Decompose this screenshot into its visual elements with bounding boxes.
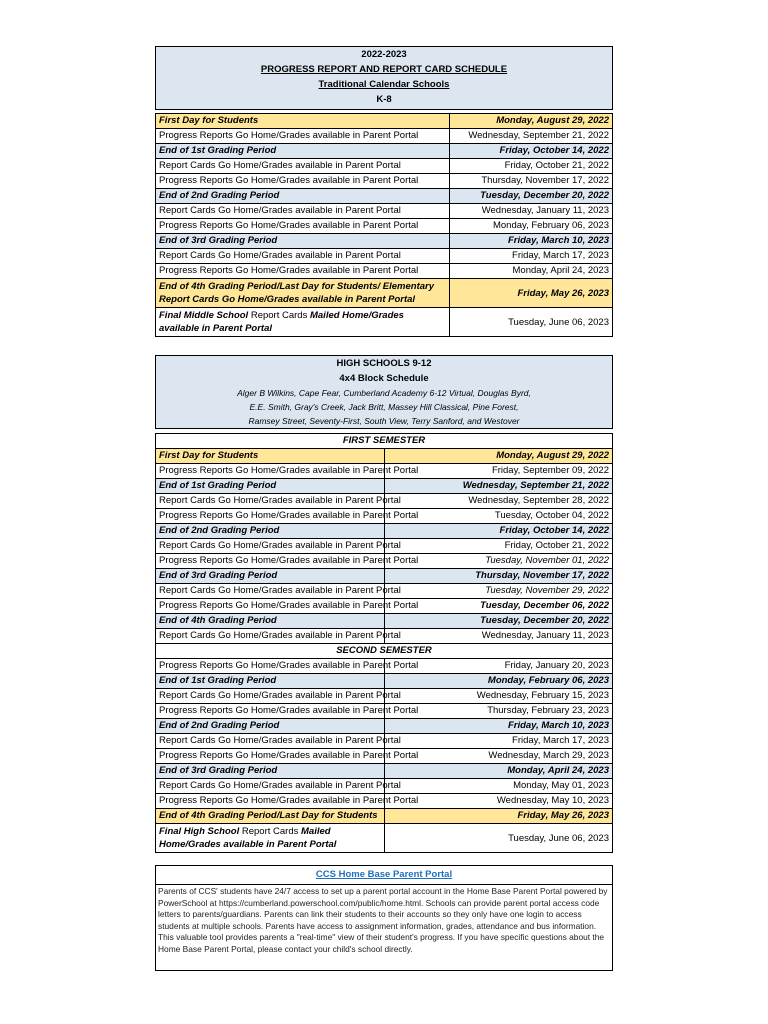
- row-label: Progress Reports Go Home/Grades available in Parent Portal: [156, 174, 450, 189]
- row-label: Report Cards Go Home/Grades available in Parent Portal: [156, 734, 385, 749]
- k8-grades: K-8: [376, 94, 392, 105]
- table-row: [156, 144, 613, 159]
- table-row: [156, 524, 613, 539]
- k8-year: 2022-2023: [361, 49, 407, 60]
- table-row: [156, 794, 613, 809]
- table-row: [156, 584, 613, 599]
- row-label: Report Cards Go Home/Grades available in Parent Portal: [156, 629, 385, 644]
- row-date: Friday, March 17, 2023: [450, 249, 613, 264]
- row-label: Progress Reports Go Home/Grades available in Parent Portal: [156, 509, 385, 524]
- row-label: End of 4th Grading Period/Last Day for Students: [156, 809, 385, 824]
- row-label: End of 4th Grading Period: [156, 614, 385, 629]
- row-date: Tuesday, November 01, 2022: [384, 554, 613, 569]
- table-row: [156, 659, 613, 674]
- row-label: End of 2nd Grading Period: [156, 524, 385, 539]
- table-row: [156, 674, 613, 689]
- row-label: Progress Reports Go Home/Grades available in Parent Portal: [156, 464, 385, 479]
- table-row: [156, 449, 613, 464]
- parent-portal-box: [155, 865, 613, 971]
- row-date: Friday, October 14, 2022: [384, 524, 613, 539]
- row-label: [156, 824, 385, 853]
- table-row: [156, 234, 613, 249]
- row-date: Friday, May 26, 2023: [384, 809, 613, 824]
- table-row: [156, 174, 613, 189]
- row-label: End of 4th Grading Period/Last Day for Students/ Elementary Report Cards Go Home/Grades available in Parent Portal: [156, 279, 450, 308]
- row-date: Wednesday, September 28, 2022: [384, 494, 613, 509]
- row-label: End of 2nd Grading Period: [156, 719, 385, 734]
- row-date: Monday, April 24, 2023: [450, 264, 613, 279]
- row-label: First Day for Students: [156, 449, 385, 464]
- hs-table: [155, 433, 613, 853]
- table-row: [156, 539, 613, 554]
- table-row: [156, 719, 613, 734]
- row-label: End of 1st Grading Period: [156, 144, 450, 159]
- table-row: [156, 464, 613, 479]
- row-date: Tuesday, November 29, 2022: [384, 584, 613, 599]
- row-label: Progress Reports Go Home/Grades available in Parent Portal: [156, 704, 385, 719]
- hs-title: HIGH SCHOOLS 9-12: [336, 358, 432, 369]
- row-label: Progress Reports Go Home/Grades available in Parent Portal: [156, 599, 385, 614]
- row-date: Tuesday, December 06, 2022: [384, 599, 613, 614]
- row-label: Progress Reports Go Home/Grades available in Parent Portal: [156, 264, 450, 279]
- k8-row-last-period: [156, 279, 613, 308]
- row-date: Wednesday, September 21, 2022: [450, 129, 613, 144]
- row-date: Wednesday, January 11, 2023: [384, 629, 613, 644]
- table-row: [156, 734, 613, 749]
- table-row: [156, 494, 613, 509]
- row-date: Friday, May 26, 2023: [450, 279, 613, 308]
- k8-header: [155, 46, 613, 110]
- k8-table: [155, 113, 613, 337]
- row-date: Thursday, November 17, 2022: [384, 569, 613, 584]
- row-date: Tuesday, June 06, 2023: [384, 824, 613, 853]
- table-row: [156, 554, 613, 569]
- row-label: Report Cards Go Home/Grades available in Parent Portal: [156, 689, 385, 704]
- row-label-part: Mailed Home/Grades available in Parent Portal: [159, 310, 404, 334]
- table-row: [156, 264, 613, 279]
- table-row: [156, 159, 613, 174]
- table-row: [156, 629, 613, 644]
- row-label-part: Report Cards: [248, 310, 310, 321]
- row-date: Monday, February 06, 2023: [450, 219, 613, 234]
- table-row: [156, 249, 613, 264]
- row-date: Tuesday, October 04, 2022: [384, 509, 613, 524]
- row-date: Friday, October 21, 2022: [384, 539, 613, 554]
- row-label: Report Cards Go Home/Grades available in Parent Portal: [156, 204, 450, 219]
- table-row: [156, 569, 613, 584]
- row-label: End of 3rd Grading Period: [156, 764, 385, 779]
- table-row: [156, 779, 613, 794]
- table-row: [156, 749, 613, 764]
- row-date: Friday, March 10, 2023: [384, 719, 613, 734]
- table-row: [156, 704, 613, 719]
- first-semester-label: FIRST SEMESTER: [156, 434, 613, 449]
- row-date: Monday, May 01, 2023: [384, 779, 613, 794]
- row-date: Friday, October 14, 2022: [450, 144, 613, 159]
- row-label: Report Cards Go Home/Grades available in Parent Portal: [156, 159, 450, 174]
- second-semester-row: [156, 644, 613, 659]
- table-row: [156, 599, 613, 614]
- table-row: [156, 479, 613, 494]
- row-date: Wednesday, September 21, 2022: [384, 479, 613, 494]
- row-date: Thursday, February 23, 2023: [384, 704, 613, 719]
- k8-row-final: [156, 308, 613, 337]
- row-date: Monday, August 29, 2022: [384, 449, 613, 464]
- hs-row-final: [156, 824, 613, 853]
- row-label: Progress Reports Go Home/Grades available in Parent Portal: [156, 794, 385, 809]
- row-label: Progress Reports Go Home/Grades available in Parent Portal: [156, 659, 385, 674]
- row-label: End of 1st Grading Period: [156, 479, 385, 494]
- table-row: [156, 809, 613, 824]
- row-label-part: Final High School: [159, 826, 240, 837]
- hs-header: [155, 355, 613, 429]
- row-label: End of 2nd Grading Period: [156, 189, 450, 204]
- second-semester-label: SECOND SEMESTER: [156, 644, 613, 659]
- table-row: [156, 204, 613, 219]
- row-date: Friday, September 09, 2022: [384, 464, 613, 479]
- hs-schools-line: Alger B Wilkins, Cape Fear, Cumberland Academy 6-12 Virtual, Douglas Byrd,: [237, 388, 531, 398]
- first-semester-row: [156, 434, 613, 449]
- table-row: [156, 509, 613, 524]
- row-date: Wednesday, February 15, 2023: [384, 689, 613, 704]
- row-date: Monday, April 24, 2023: [384, 764, 613, 779]
- hs-schools-line: Ramsey Street, Seventy-First, South View, Terry Sanford, and Westover: [248, 416, 520, 426]
- row-date: Wednesday, May 10, 2023: [384, 794, 613, 809]
- parent-portal-link[interactable]: CCS Home Base Parent Portal: [156, 866, 612, 885]
- row-label: Progress Reports Go Home/Grades available in Parent Portal: [156, 554, 385, 569]
- table-row: [156, 764, 613, 779]
- table-row: [156, 129, 613, 144]
- row-date: Monday, February 06, 2023: [384, 674, 613, 689]
- hs-subtitle: 4x4 Block Schedule: [339, 373, 429, 384]
- row-label: Progress Reports Go Home/Grades available in Parent Portal: [156, 749, 385, 764]
- row-date: Friday, January 20, 2023: [384, 659, 613, 674]
- row-label-part: Final Middle School: [159, 310, 249, 321]
- row-label: Report Cards Go Home/Grades available in Parent Portal: [156, 584, 385, 599]
- hs-schools-line: E.E. Smith, Gray's Creek, Jack Britt, Massey Hill Classical, Pine Forest,: [249, 402, 519, 412]
- row-date: Wednesday, March 29, 2023: [384, 749, 613, 764]
- table-row: [156, 219, 613, 234]
- hs-schedule: [155, 355, 613, 853]
- table-row: [156, 614, 613, 629]
- row-label: End of 3rd Grading Period: [156, 569, 385, 584]
- row-label-part: Mailed Home/Grades available in Parent Portal: [159, 826, 337, 850]
- row-date: Friday, March 17, 2023: [384, 734, 613, 749]
- row-label: Progress Reports Go Home/Grades available in Parent Portal: [156, 129, 450, 144]
- row-date: Thursday, November 17, 2022: [450, 174, 613, 189]
- row-label: Report Cards Go Home/Grades available in Parent Portal: [156, 249, 450, 264]
- row-date: Tuesday, June 06, 2023: [450, 308, 613, 337]
- row-date: Tuesday, December 20, 2022: [450, 189, 613, 204]
- table-row: [156, 689, 613, 704]
- k8-subtitle: Traditional Calendar Schools: [318, 79, 450, 90]
- row-label: End of 1st Grading Period: [156, 674, 385, 689]
- k8-schedule: [155, 46, 613, 337]
- row-date: Friday, October 21, 2022: [450, 159, 613, 174]
- row-date: Wednesday, January 11, 2023: [450, 204, 613, 219]
- k8-title: PROGRESS REPORT AND REPORT CARD SCHEDULE: [260, 64, 508, 75]
- row-date: Tuesday, December 20, 2022: [384, 614, 613, 629]
- row-date: Friday, March 10, 2023: [450, 234, 613, 249]
- table-row: [156, 189, 613, 204]
- row-label: [156, 308, 450, 337]
- row-date: Monday, August 29, 2022: [450, 114, 613, 129]
- row-label-part: Report Cards: [239, 826, 302, 837]
- row-label: Report Cards Go Home/Grades available in Parent Portal: [156, 779, 385, 794]
- row-label: End of 3rd Grading Period: [156, 234, 450, 249]
- parent-portal-text: Parents of CCS' students have 24/7 access to set up a parent portal account in the Home Base Parent Portal powered by PowerSchool at https://cumberland.powerschool.com/public/home.html. Schools can provide parent portal access code letters to parents/guardians. Parents can link their students to their accounts so they only have one login to access students at multiple schools. Parents have access to assignment information, grades, attendance and bus information. This valuable tool provides parents a "real-time" view of their student's progress. If you have specific questions about the Home Base Parent Portal, please contact your child's school directly.: [158, 886, 608, 954]
- table-row: [156, 114, 613, 129]
- row-label: First Day for Students: [156, 114, 450, 129]
- row-label: Progress Reports Go Home/Grades available in Parent Portal: [156, 219, 450, 234]
- row-label: Report Cards Go Home/Grades available in Parent Portal: [156, 539, 385, 554]
- row-label: Report Cards Go Home/Grades available in Parent Portal: [156, 494, 385, 509]
